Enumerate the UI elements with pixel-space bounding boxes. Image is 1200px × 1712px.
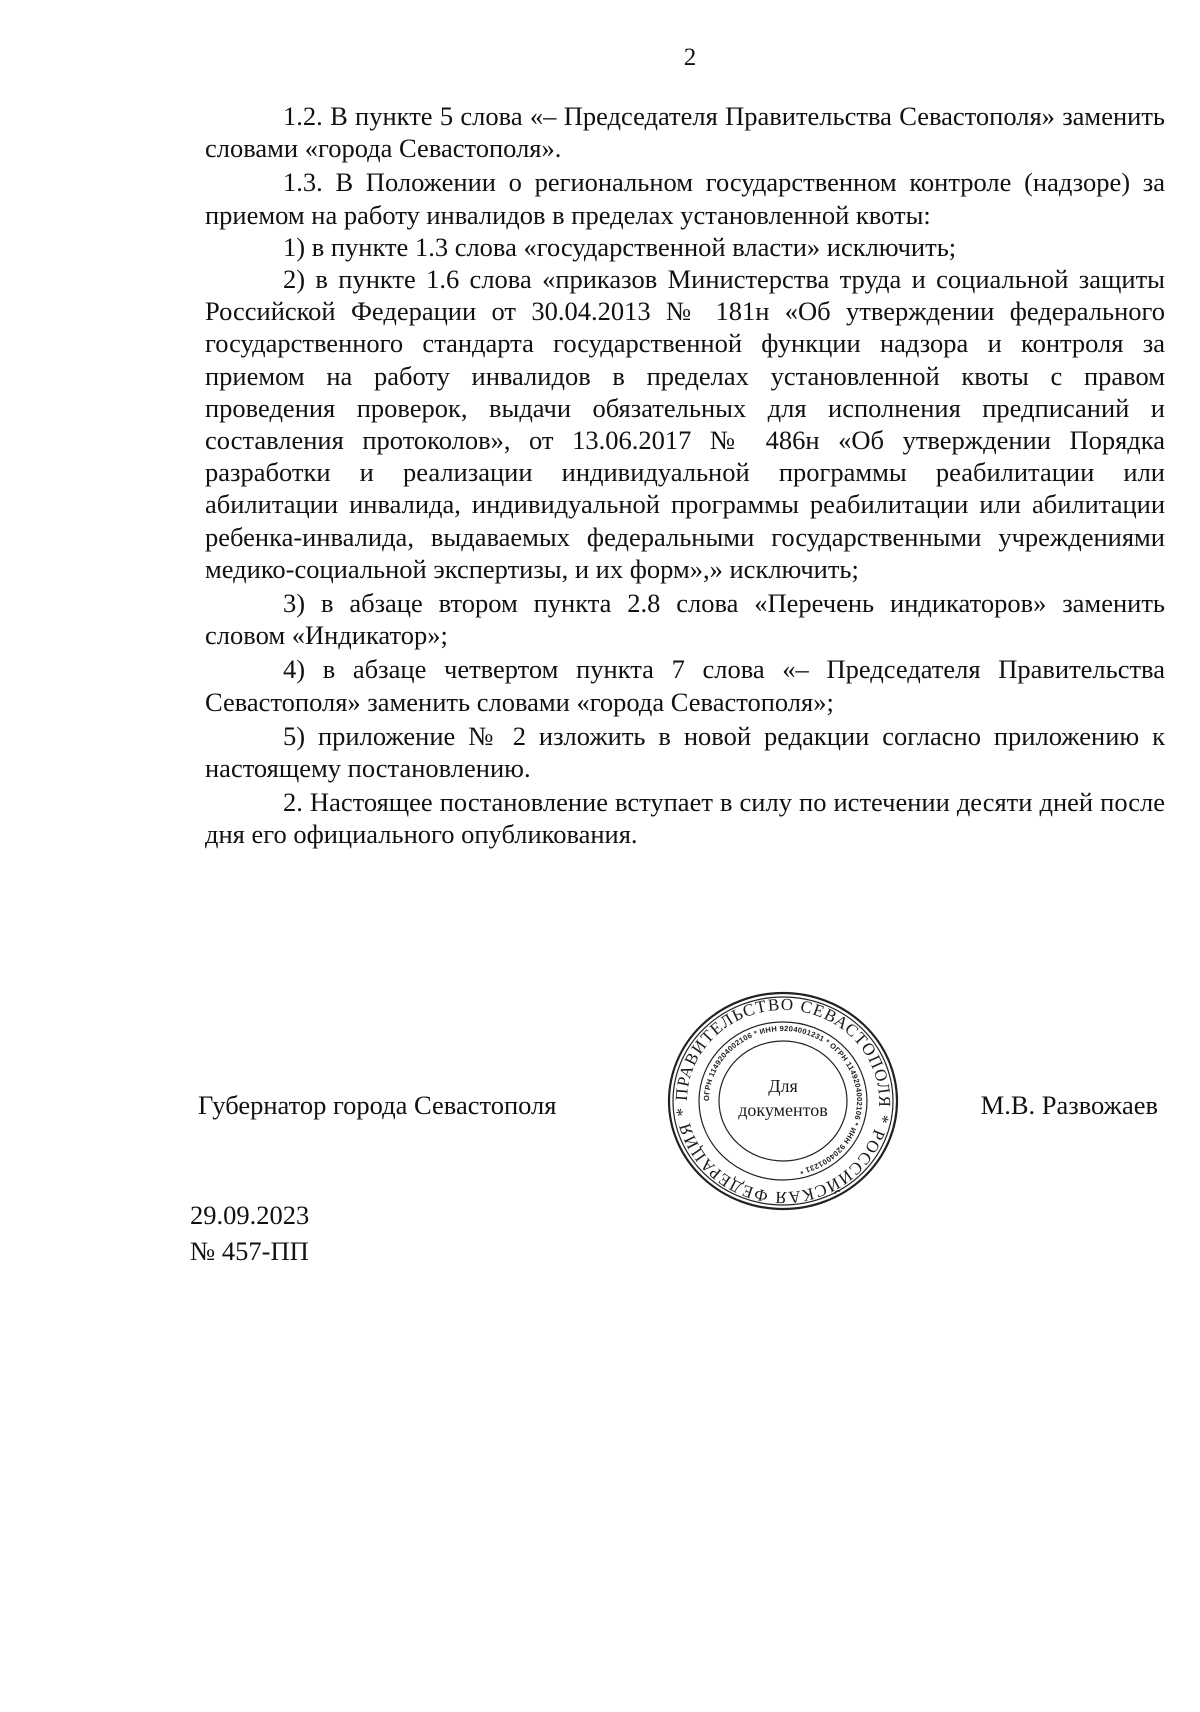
seal-center-line-1: Для (768, 1076, 798, 1096)
paragraph-item-2: 2) в пункте 1.6 слова «приказов Министерства труда и социальной защиты Российской Федерации от 30.04.2013 № 181н «Об утверждении федерального государственного стандарта государственной функции надзора и контроля за приемом на работу инвалидов в пределах установленной квоты с правом проведения проверок, выдачи обязательных для исполнения предписаний и составления протоколов», от 13.06.2017 № 486н «Об утверждении Порядка разработки и реализации индивидуальной программы реабилитации или абилитации инвалида, индивидуальной программы реабилитации или абилитации ребенка-инвалида, выдаваемых федеральными государственными учреждениями медико-социальной экспертизы, и их форм»,» исключить; (205, 264, 1165, 584)
paragraph-1-2: 1.2. В пункте 5 слова «– Председателя Правительства Севастополя» заменить словами «города Севастополя». (205, 101, 1165, 164)
paragraph-item-1: 1) в пункте 1.3 слова «государственной власти» исключить; (283, 231, 957, 262)
seal-center-text (665, 1074, 901, 1122)
signer-position: Губернатор города Севастополя (198, 1090, 557, 1120)
document-date: 29.09.2023 (190, 1200, 310, 1230)
paragraph-item-5: 5) приложение № 2 изложить в новой редакции согласно приложению к настоящему постановлению. (205, 720, 1165, 784)
seal-center-line-2: документов (738, 1100, 828, 1120)
paragraph-item-4: 4) в абзаце четвертом пункта 7 слова «– Председателя Правительства Севастополя» заменить словами «города Севастополя»; (205, 654, 1165, 717)
document-number: № 457-ПП (190, 1236, 309, 1266)
paragraph-1-3: 1.3. В Положении о региональном государственном контроле (надзоре) за приемом на работу инвалидов в пределах установленной квоты: (205, 167, 1165, 230)
seal-outer-text: ПРАВИТЕЛЬСТВО СЕВАСТОПОЛЯ * РОССИЙСКАЯ ФЕДЕРАЦИЯ * (671, 994, 895, 1208)
paragraph-item-3: 3) в абзаце втором пункта 2.8 слова «Перечень индикаторов» заменить словом «Индикатор»; (205, 588, 1165, 651)
page-number: 2 (683, 44, 697, 71)
official-seal-stamp (665, 990, 901, 1212)
document-body (205, 100, 1165, 851)
seal-inner-text: ОГРН 1149204002106 * ИНН 9204001231 * ОГРН 1149204002106 * ИНН 9204001231 * (701, 1023, 865, 1177)
paragraph-2: 2. Настоящее постановление вступает в силу по истечении десяти дней после дня его официального опубликования. (205, 787, 1165, 850)
signer-name: М.В. Развожаев (980, 1090, 1158, 1120)
